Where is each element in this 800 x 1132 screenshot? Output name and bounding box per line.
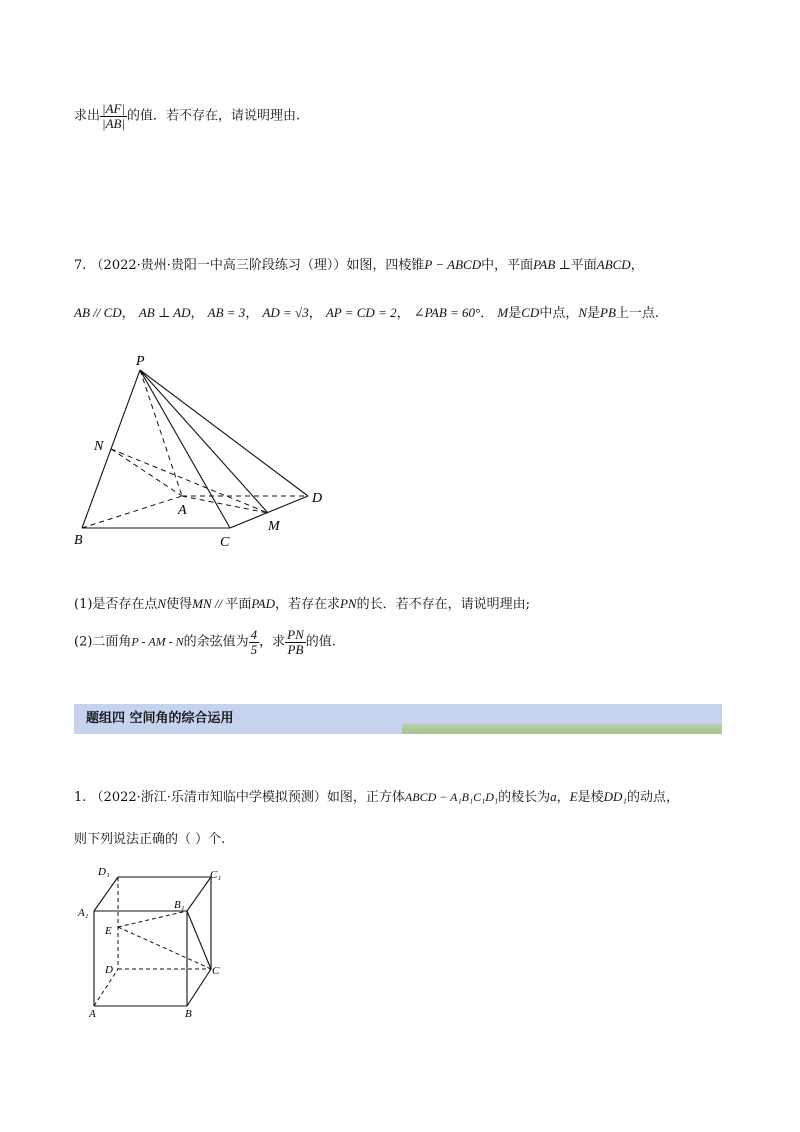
q7-pb: PB — [600, 305, 616, 320]
cube-figure — [76, 860, 236, 1025]
cube-label-a1: A₁ — [78, 907, 89, 919]
edge-pm — [140, 370, 268, 513]
q7-n-text: 是 — [587, 306, 601, 321]
q7-part-1 — [74, 597, 530, 611]
part2-fraction-4-5: $\frac{4}{5}$ — [250, 627, 258, 657]
pyramid-figure — [70, 350, 340, 550]
part1-mid2: 平面 — [225, 597, 252, 612]
label-n: N — [94, 439, 104, 454]
cube-label-b: B — [185, 1008, 192, 1020]
part2-suffix: 的值. — [305, 634, 336, 650]
q1-edge-text: 的棱长为 — [498, 790, 551, 805]
cube-label-d: D — [105, 964, 113, 976]
q1-e: E — [569, 789, 578, 804]
edge-nm — [111, 449, 268, 513]
part1-pn: PN — [339, 596, 357, 611]
q7-n-var: N — [578, 305, 588, 320]
edge-pd — [140, 370, 308, 496]
q7-on-text: 上一点. — [615, 306, 660, 321]
q7-plane2: ABCD — [596, 257, 631, 272]
cube-edge-bc — [187, 969, 211, 1006]
part2-mid2: ，求 — [259, 634, 286, 650]
label-c: C — [220, 535, 230, 550]
part2-angle: P - AM - N — [131, 634, 184, 649]
q1-a: a — [550, 789, 557, 804]
q7-cond-angle: ∠PAB = 60° — [413, 305, 481, 320]
q7-line-1 — [74, 258, 644, 272]
cube-label-c1: C₁ — [210, 869, 222, 881]
edge-na — [111, 449, 182, 496]
label-d: D — [312, 491, 323, 506]
q7-cond-ab-ad: AB ⊥ AD — [138, 305, 191, 320]
q7-m-var: M — [497, 305, 509, 320]
q7-plane-word: 平面 — [570, 258, 597, 273]
top-line — [74, 102, 300, 130]
part2-fraction-pn-pb: $\frac{PN}{PB}$ — [287, 627, 304, 657]
q7-source: （2022·贵州·贵阳一中高三阶段练习（理））如图，四棱锥 — [90, 258, 425, 273]
q7-mid-text: 中点， — [539, 306, 579, 321]
cube-edge-a1d1 — [94, 877, 118, 911]
q1-dd1: DD₁ — [603, 789, 627, 804]
q1-line-2: 则下列说法正确的（ ）个. — [74, 832, 226, 847]
label-m: M — [268, 519, 280, 534]
q7-plane1: PAB ⊥ — [533, 257, 571, 272]
q7-line-2: AB // CD， AB ⊥ AD， AB = 3， AD = √3， AP = CD = 2， ∠PAB = 60°． M是CD中点，N是PB上一点. — [74, 305, 660, 321]
q1-source: （2022·浙江·乐清市知临中学模拟预测）如图，正方体 — [90, 790, 405, 805]
q1-number: 1. — [74, 790, 87, 805]
q7-m-text: 是 — [508, 306, 522, 321]
q7-comma: ， — [630, 258, 644, 273]
q7-zhong: 中，平面 — [481, 258, 534, 273]
top-line-suffix: 的值．若不存在，请说明理由. — [127, 108, 301, 124]
q7-pyramid: P − ABCD — [424, 257, 482, 272]
cube-edge-eb1 — [118, 911, 187, 927]
q7-cond-ab: AB = 3 — [207, 305, 246, 320]
q7-part-2 — [74, 628, 336, 656]
label-a: A — [178, 503, 187, 518]
cube-label-a: A — [89, 1008, 96, 1020]
part1-mid1: 使得 — [166, 597, 193, 612]
label-p: P — [136, 354, 145, 369]
edge-ba — [82, 496, 182, 528]
part1-suffix: 的长．若不存在，请说明理由; — [356, 597, 530, 612]
part1-mn: MN // — [192, 596, 226, 611]
cube-edge-ec — [118, 927, 211, 969]
q7-number: 7. — [74, 258, 87, 273]
cube-label-e: E — [105, 925, 112, 937]
banner-shade — [402, 724, 722, 734]
section-title: 题组四 空间角的综合运用 — [86, 711, 234, 726]
part1-mid3: ，若存在求 — [274, 597, 340, 612]
q1-moving: 的动点， — [626, 790, 679, 805]
cube-label-c: C — [212, 965, 220, 977]
label-b: B — [74, 533, 83, 548]
q7-cond-ap-cd: AP = CD = 2 — [325, 305, 397, 320]
q1-comma: ， — [556, 790, 570, 805]
af-ab-fraction: $\frac{|AF|}{|AB|}$ — [102, 101, 126, 131]
q1-cube: ABCD − A₁B₁C₁D₁ — [404, 790, 499, 804]
q7-cd: CD — [521, 305, 540, 320]
q7-cond-ad: AD = √3 — [262, 305, 309, 320]
q1-is-edge: 是棱 — [577, 790, 604, 805]
part2-mid1: 的余弦值为 — [183, 634, 249, 650]
q1-line-1 — [74, 790, 679, 804]
part2-prefix: (2)二面角 — [74, 634, 132, 650]
top-line-prefix: 求出 — [74, 108, 101, 124]
cube-label-b1: B₁ — [174, 899, 185, 911]
part1-prefix: (1)是否存在点 — [74, 597, 158, 612]
part1-pad: PAD — [251, 596, 275, 611]
cube-label-d1: D₁ — [98, 866, 110, 878]
section-banner — [74, 704, 722, 734]
part1-n: N — [157, 596, 167, 611]
q7-cond-ab-cd: AB // CD — [74, 305, 122, 320]
cube-edge-b1c1 — [187, 877, 211, 911]
